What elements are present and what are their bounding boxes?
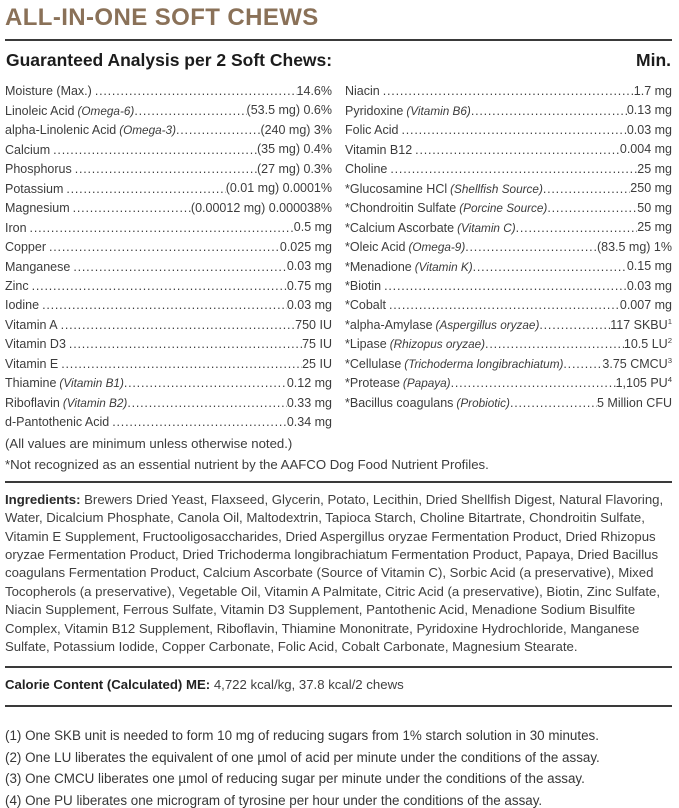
nutrient-value: 0.15 mg bbox=[626, 259, 672, 274]
nutrient-name: *Oleic Acid (Omega-9) bbox=[345, 240, 466, 255]
nutrient-row bbox=[345, 275, 672, 294]
nutrient-value: 750 IU bbox=[295, 317, 332, 332]
nutrient-value: 1.7 mg bbox=[633, 84, 672, 99]
nutrient-name: Vitamin A bbox=[5, 317, 58, 332]
guaranteed-analysis-heading: Guaranteed Analysis per 2 Soft Chews: bbox=[6, 50, 333, 70]
nutrient-name: Vitamin E bbox=[5, 356, 59, 371]
nutrient-value: 0.12 mg bbox=[286, 376, 332, 391]
nutrient-note: (Omega-9) bbox=[408, 241, 466, 255]
nutrient-value: 1,105 $PU^4$ bbox=[615, 375, 672, 391]
nutrient-name: Zinc bbox=[5, 279, 29, 293]
dot-leader bbox=[415, 143, 620, 158]
nutrient-name: *Lipase (Rhizopus oryzae) bbox=[345, 337, 486, 352]
dot-leader bbox=[383, 84, 634, 99]
nutrient-name: Manganese bbox=[5, 259, 71, 274]
guaranteed-analysis-header bbox=[5, 41, 672, 77]
min-column-label: Min. bbox=[636, 50, 671, 70]
nutrient-name: Riboflavin (Vitamin B2) bbox=[5, 395, 128, 410]
nutrient-row bbox=[345, 255, 672, 274]
dot-leader bbox=[49, 240, 280, 255]
nutrient-value: 5 Million CFU bbox=[596, 395, 672, 410]
nutrient-row bbox=[5, 158, 332, 177]
calorie-content-label: Calorie Content (Calculated) ME: bbox=[5, 677, 211, 693]
nutrient-row bbox=[5, 392, 332, 411]
guaranteed-analysis-right-column bbox=[345, 80, 672, 431]
footnote-marker: 1 bbox=[667, 316, 672, 326]
ingredients-label: Ingredients: bbox=[5, 491, 81, 507]
nutrient-name: d-Pantothenic Acid bbox=[5, 415, 110, 430]
nutrient-name: Folic Acid bbox=[345, 123, 399, 138]
nutrient-name: Iodine bbox=[5, 298, 40, 313]
nutrient-row bbox=[5, 372, 332, 391]
calorie-content-line bbox=[5, 677, 672, 693]
dot-leader bbox=[471, 104, 627, 119]
dot-leader bbox=[30, 221, 294, 236]
nutrient-value: 0.03 mg bbox=[286, 298, 332, 313]
nutrient-note: (Omega-6) bbox=[77, 104, 135, 118]
nutrient-note: (Vitamin B1) bbox=[59, 377, 124, 391]
nutrient-note: (Vitamin K) bbox=[414, 260, 473, 274]
nutrient-value: 0.004 mg bbox=[619, 142, 672, 157]
nutrient-row bbox=[345, 80, 672, 99]
nutrient-value: 75 IU bbox=[302, 337, 332, 352]
nutrient-value: (240 mg) 3% bbox=[260, 123, 332, 138]
dot-leader bbox=[61, 318, 296, 333]
dot-leader bbox=[510, 396, 597, 411]
nutrient-note: (Omega-3) bbox=[119, 124, 177, 138]
nutrient-value: 25 mg bbox=[637, 162, 672, 177]
nutrient-row bbox=[5, 99, 332, 118]
dot-leader bbox=[73, 201, 191, 216]
nutrient-name: *Bacillus coagulans (Probiotic) bbox=[345, 395, 510, 410]
nutrient-value: 0.33 mg bbox=[286, 395, 332, 410]
ingredients-text: Brewers Dried Yeast, Flaxseed, Glycerin, Potato, Lecithin, Dried Shellfish Digest, Natural Flavoring, Water, Dicalcium Phosphate, Canola Oil, Maltodextrin, Tapioca Starch, Choline Bitartrate, Chondroitin Sulfate, Vitamin E Supplement, Fructooligosaccharides, Dried Aspergillus oryzae Fermentation Product, Dried Rhizopus oryzae Fermentation Product, Dried Trichoderma longibrachiatum Fermentation Product, Papaya, Dried Bacillus coagulans Fermentation Product, Calcium Ascorbate (Source of Vitamin C), Sorbic Acid (a preservative), Mixed Tocopherols (a preservative), Vegetable Oil, Vitamin A Palmitate, Citric Acid (a preservative), Biotin, Zinc Sulfate, Niacin Supplement, Ferrous Sulfate, Vitamin D3 Supplement, Pantothenic Acid, Menadione Sodium Bisulfite Complex, Vitamin B12 Supplement, Riboflavin, Thiamine Mononitrate, Pyridoxine Hydrochloride, Manganese Sulfate, Potassium Iodide, Copper Carbonate, Folic Acid, Cobalt Carbonate, Magnesium Stearate. bbox=[5, 491, 664, 654]
footnote-pu: (4) One PU liberates one microgram of tyrosine per hour under the conditions of the assay. bbox=[5, 792, 543, 808]
nutrient-value: 0.025 mg bbox=[279, 240, 332, 255]
nutrient-name: *Biotin bbox=[345, 279, 382, 293]
nutrient-row bbox=[5, 197, 332, 216]
nutrient-note: (Papaya) bbox=[402, 377, 451, 391]
dot-leader bbox=[384, 279, 627, 294]
nutrient-row bbox=[5, 314, 332, 333]
nutrient-value: 0.5 mg bbox=[293, 220, 332, 235]
divider-ingredients bbox=[5, 481, 672, 483]
nutrient-row bbox=[5, 333, 332, 352]
dot-leader bbox=[176, 123, 260, 138]
nutrient-row bbox=[345, 99, 672, 118]
dot-leader bbox=[32, 279, 287, 294]
nutrient-name: Choline bbox=[345, 162, 388, 177]
nutrient-name: Pyridoxine (Vitamin B6) bbox=[345, 103, 471, 118]
dot-leader bbox=[69, 337, 302, 352]
nutrient-note: (Probiotic) bbox=[456, 396, 510, 410]
nutrient-row bbox=[345, 372, 672, 391]
nutrient-name: Copper bbox=[5, 240, 46, 255]
nutrient-name: Vitamin B12 bbox=[345, 142, 413, 157]
nutrient-name: Thiamine (Vitamin B1) bbox=[5, 376, 124, 391]
nutrient-value: 25 IU bbox=[302, 356, 332, 371]
nutrient-name: *alpha-Amylase (Aspergillus oryzae) bbox=[345, 317, 540, 332]
footnote-lu: (2) One LU liberates the equivalent of one µmol of acid per minute under the conditions of the assay. bbox=[5, 749, 600, 765]
nutrient-value: (53.5 mg) 0.6% bbox=[246, 103, 332, 118]
dot-leader bbox=[485, 337, 624, 352]
dot-leader bbox=[473, 260, 627, 275]
footnote-skb: (1) One SKB unit is needed to form 10 mg of reducing sugars from 1% starch solution in 30 minutes. bbox=[5, 728, 599, 744]
nutrient-name: Magnesium bbox=[5, 201, 70, 216]
nutrient-value: 250 mg bbox=[630, 181, 672, 196]
calorie-content-value: 4,722 kcal/kg, 37.8 kcal/2 chews bbox=[213, 677, 404, 693]
nutrient-note: (Shellfish Source) bbox=[450, 182, 543, 196]
footnote-marker: 3 bbox=[667, 355, 672, 365]
nutrient-name: *Glucosamine HCl (Shellfish Source) bbox=[345, 181, 543, 196]
nutrient-value: 3.75 CMCU$^3$ bbox=[602, 355, 672, 371]
nutrient-name: Linoleic Acid (Omega-6) bbox=[5, 103, 135, 118]
dot-leader bbox=[73, 260, 287, 275]
nutrient-row bbox=[5, 294, 332, 313]
nutrient-note: (Vitamin B2) bbox=[62, 396, 128, 410]
dot-leader bbox=[543, 182, 630, 197]
nutrient-name: Iron bbox=[5, 220, 27, 235]
nutrient-name: *Calcium Ascorbate (Vitamin C) bbox=[345, 220, 516, 235]
nutrient-note: (Porcine Source) bbox=[459, 202, 548, 216]
divider-footnotes bbox=[5, 705, 672, 707]
nutrient-value: 0.03 mg bbox=[626, 279, 672, 293]
nutrient-row bbox=[345, 119, 672, 138]
nutrient-name: Moisture (Max.) bbox=[5, 84, 92, 99]
aafco-note: *Not recognized as an essential nutrient by the AAFCO Dog Food Nutrient Profiles. bbox=[5, 456, 489, 472]
dot-leader bbox=[112, 415, 287, 430]
dot-leader bbox=[390, 162, 637, 177]
dot-leader bbox=[389, 298, 620, 313]
nutrient-name: *Cellulase (Trichoderma longibrachiatum) bbox=[345, 356, 564, 371]
guaranteed-analysis-table bbox=[5, 80, 672, 431]
nutrient-row bbox=[5, 353, 332, 372]
dot-leader bbox=[402, 123, 627, 138]
nutrient-row bbox=[345, 333, 672, 352]
dot-leader bbox=[134, 104, 246, 119]
nutrient-value: 25 mg bbox=[637, 220, 672, 235]
ingredients-paragraph bbox=[5, 491, 672, 657]
nutrient-row bbox=[345, 138, 672, 157]
nutrient-row bbox=[345, 294, 672, 313]
dot-leader bbox=[66, 182, 225, 197]
nutrient-name: Potassium bbox=[5, 181, 64, 196]
divider-calories bbox=[5, 666, 672, 668]
dot-leader bbox=[42, 298, 287, 313]
footnote-marker: 2 bbox=[667, 336, 672, 346]
nutrient-value: (27 mg) 0.3% bbox=[256, 162, 332, 177]
nutrient-name: *Menadione (Vitamin K) bbox=[345, 259, 473, 274]
nutrient-row bbox=[345, 197, 672, 216]
dot-leader bbox=[516, 221, 638, 236]
dot-leader bbox=[465, 240, 597, 255]
nutrient-row bbox=[5, 236, 332, 255]
nutrient-name: Niacin bbox=[345, 84, 380, 99]
nutrient-name: *Cobalt bbox=[345, 298, 386, 313]
nutrient-row bbox=[5, 138, 332, 157]
nutrient-value: (83.5 mg) 1% bbox=[596, 240, 672, 255]
nutrient-value: (35 mg) 0.4% bbox=[256, 142, 332, 157]
nutrient-value: (0.01 mg) 0.0001% bbox=[225, 181, 332, 196]
dot-leader bbox=[563, 357, 602, 372]
nutrient-name: Calcium bbox=[5, 142, 51, 157]
nutrient-note: (Trichoderma longibrachiatum) bbox=[404, 357, 564, 371]
nutrient-value: 50 mg bbox=[637, 201, 672, 216]
nutrient-value: 117 SKBU$^1$ bbox=[610, 316, 672, 332]
nutrient-row bbox=[5, 177, 332, 196]
dot-leader bbox=[451, 376, 616, 391]
nutrient-name: Phosphorus bbox=[5, 162, 72, 177]
guaranteed-analysis-left-column bbox=[5, 80, 332, 431]
nutrient-value: 0.007 mg bbox=[619, 298, 672, 313]
nutrient-row bbox=[5, 411, 332, 430]
nutrient-note: (Vitamin B6) bbox=[406, 104, 471, 118]
dot-leader bbox=[75, 162, 257, 177]
nutrient-value: 0.34 mg bbox=[286, 415, 332, 430]
nutrient-value: 0.03 mg bbox=[626, 123, 672, 138]
nutrient-row bbox=[345, 236, 672, 255]
nutrient-value: 0.03 mg bbox=[286, 259, 332, 274]
nutrient-row bbox=[5, 255, 332, 274]
nutrient-row bbox=[5, 80, 332, 99]
product-title: ALL-IN-ONE SOFT CHEWS bbox=[5, 4, 319, 31]
dot-leader bbox=[539, 318, 610, 333]
dot-leader bbox=[547, 201, 637, 216]
nutrient-note: (Aspergillus oryzae) bbox=[435, 318, 540, 332]
dot-leader bbox=[95, 84, 297, 99]
dot-leader bbox=[53, 143, 257, 158]
nutrient-name: *Chondroitin Sulfate (Porcine Source) bbox=[345, 201, 548, 216]
dot-leader bbox=[124, 376, 287, 391]
footnote-marker: 4 bbox=[667, 375, 672, 385]
dot-leader bbox=[127, 396, 287, 411]
nutrient-row bbox=[345, 314, 672, 333]
nutrient-row bbox=[345, 216, 672, 235]
nutrient-row bbox=[5, 216, 332, 235]
unit-definition-footnotes bbox=[5, 728, 672, 808]
nutrient-value: 14.6% bbox=[296, 84, 332, 99]
nutrient-row bbox=[5, 119, 332, 138]
nutrient-value: 10.5 $LU^2$ bbox=[623, 336, 672, 352]
nutrient-row bbox=[345, 392, 672, 411]
nutrient-row bbox=[5, 275, 332, 294]
footnote-cmcu: (3) One CMCU liberates one µmol of reducing sugar per minute under the conditions of the assay. bbox=[5, 771, 585, 787]
nutrient-value: 0.75 mg bbox=[286, 279, 332, 293]
nutrient-value: (0.00012 mg) 0.000038% bbox=[190, 201, 332, 216]
nutrient-row bbox=[345, 177, 672, 196]
nutrient-name: *Protease (Papaya) bbox=[345, 376, 451, 391]
nutrient-note: (Rhizopus oryzae) bbox=[389, 338, 486, 352]
nutrient-name: Vitamin D3 bbox=[5, 337, 66, 352]
nutrient-name: alpha-Linolenic Acid (Omega-3) bbox=[5, 123, 177, 138]
dot-leader bbox=[61, 357, 302, 372]
nutrient-value: 0.13 mg bbox=[626, 103, 672, 118]
nutrient-note: (Vitamin C) bbox=[457, 221, 516, 235]
minimum-values-note: (All values are minimum unless otherwise noted.) bbox=[5, 435, 293, 451]
nutrient-row bbox=[345, 158, 672, 177]
nutrient-row bbox=[345, 353, 672, 372]
